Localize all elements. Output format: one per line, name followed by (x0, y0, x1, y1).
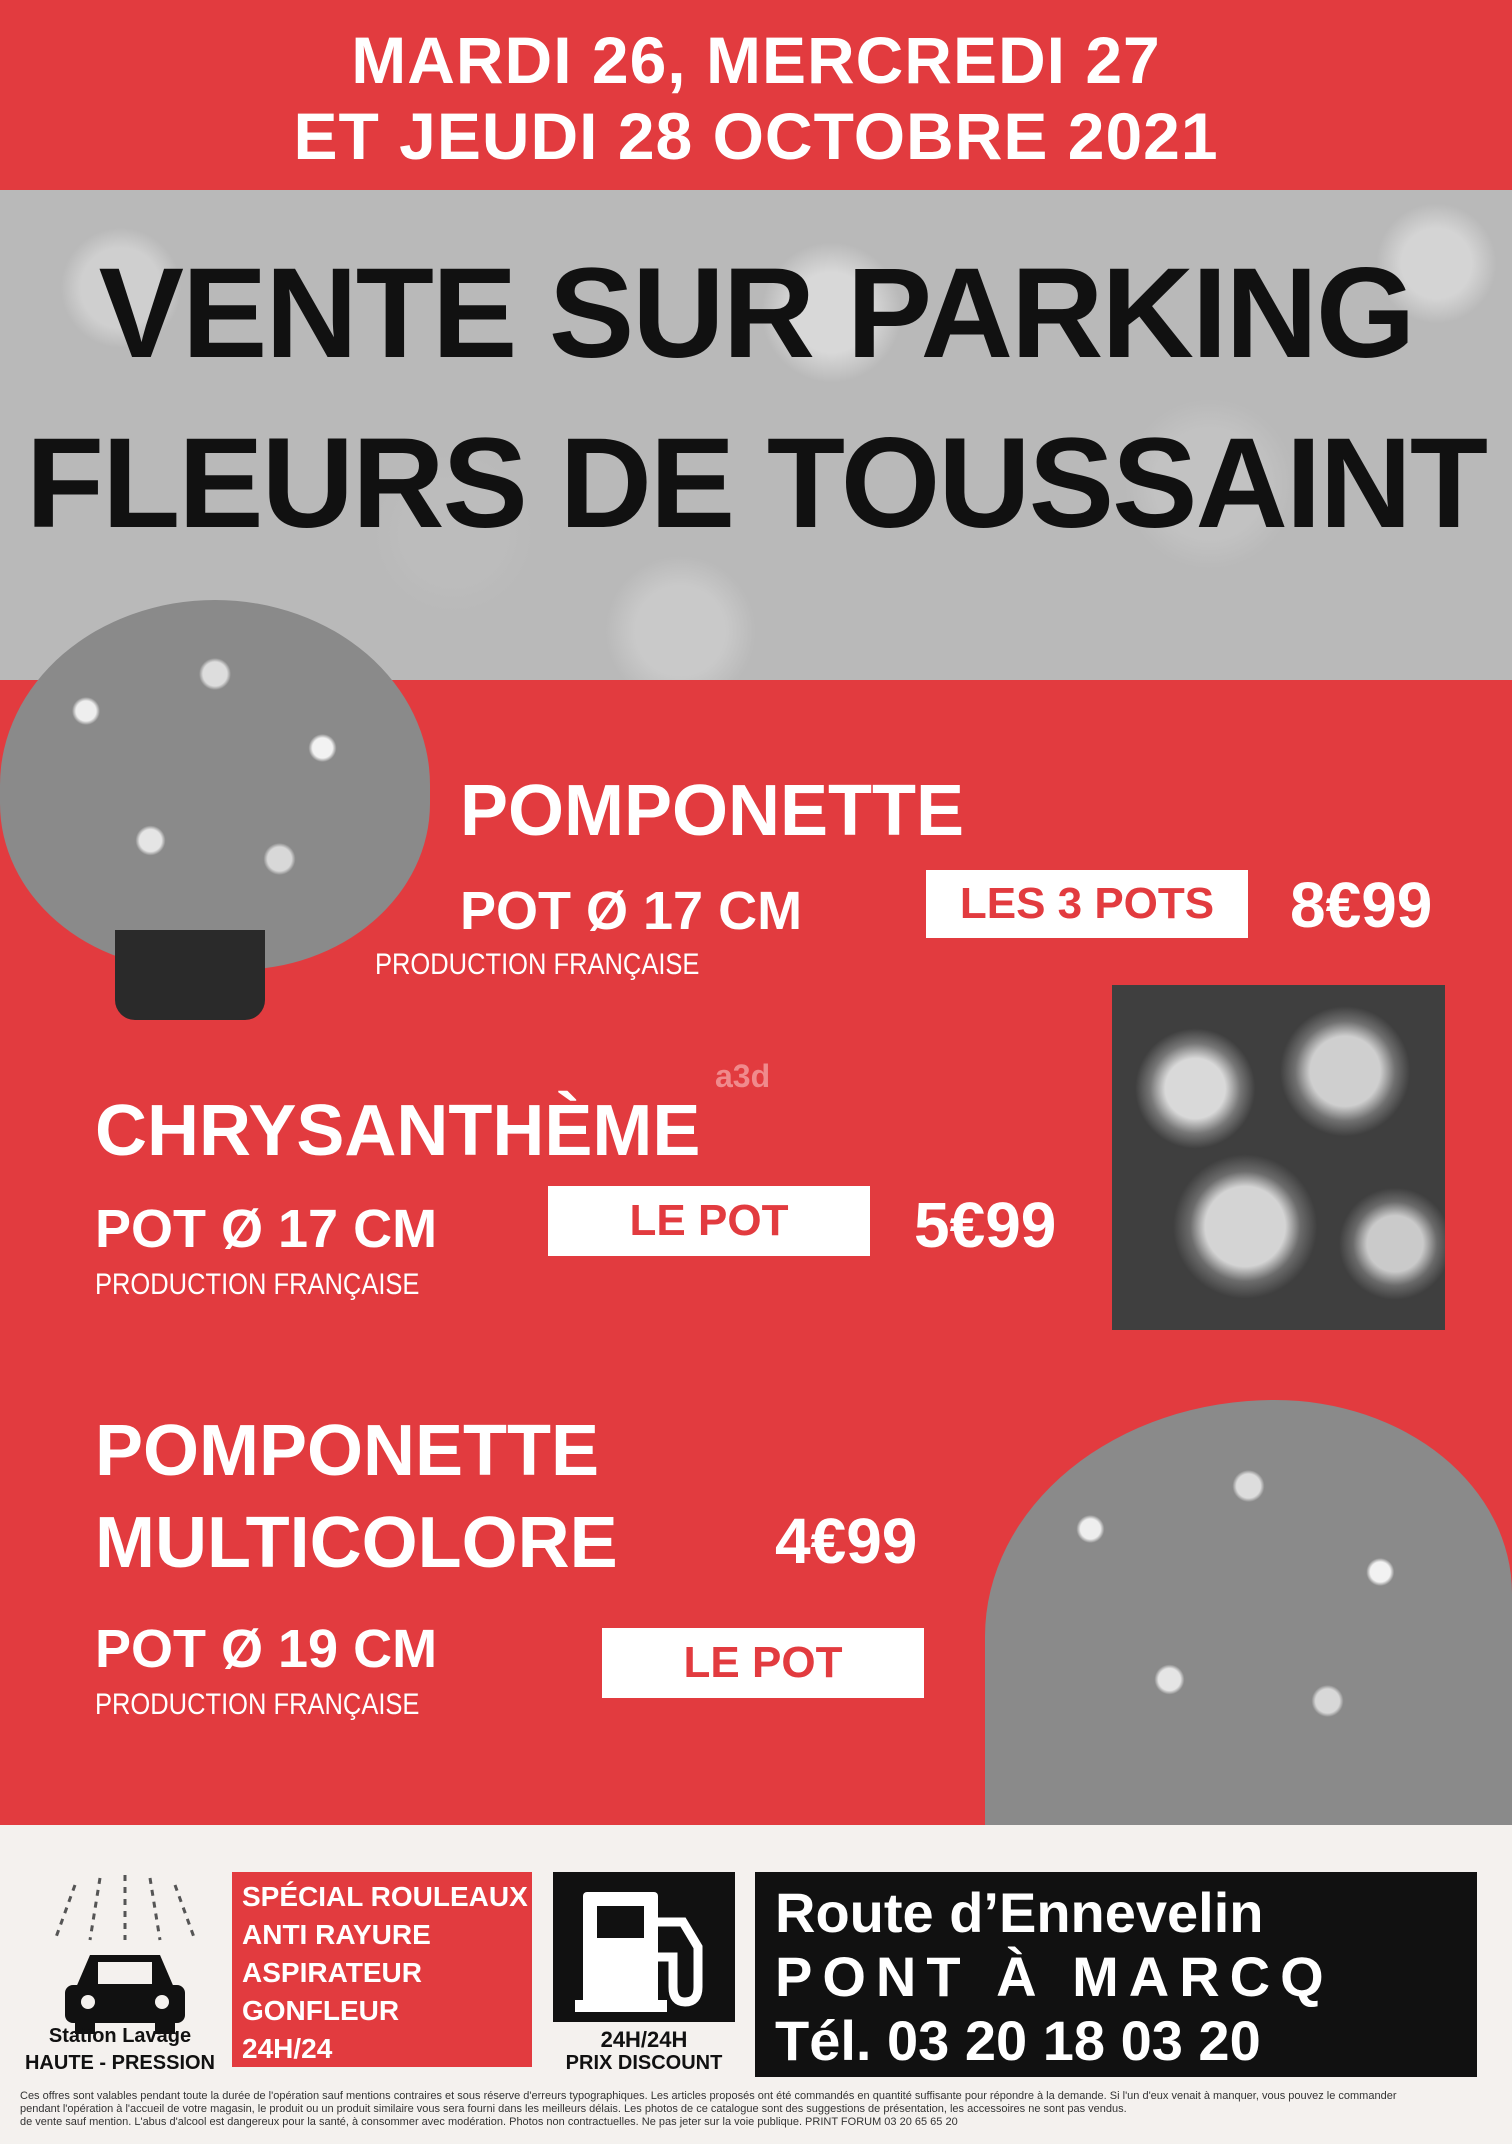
fine-print (20, 2090, 1492, 2129)
fuel-label-2: PRIX DISCOUNT (565, 2052, 723, 2074)
car-wash-label-1: Station Lavage (48, 2025, 192, 2047)
product-3-price: 4€99 (775, 1505, 918, 1577)
services-box (232, 1872, 532, 2067)
product-1-price: 8€99 (1290, 869, 1433, 941)
product-3-name-line-2: MULTICOLORE (95, 1503, 618, 1583)
fuel-pump-box (553, 1872, 735, 2022)
address-line-1: Route d’Ennevelin (775, 1881, 1264, 1944)
product-1-origin: PRODUCTION FRANÇAISE (375, 948, 700, 981)
hero-title-line-2: FLEURS DE TOUSSAINT (25, 412, 1487, 555)
product-2-unit-box: LE POT (548, 1186, 870, 1256)
product-3-origin: PRODUCTION FRANÇAISE (95, 1688, 420, 1721)
service-item: 24H/24 (242, 2033, 333, 2064)
product-2-origin: PRODUCTION FRANÇAISE (95, 1268, 420, 1301)
product-3-unit-box: LE POT (602, 1628, 924, 1698)
address-box (755, 1872, 1477, 2077)
product-2-name: CHRYSANTHÈME (95, 1091, 701, 1171)
fine-print-line-2: pendant l'opération à l'accueil de votre magasin, le produit ou un produit similaire vous sera fourni dans les meilleurs délais. Les photos de ce catalogue sont des suggestions de présentation, les accessoires ne sont pas vendus. (20, 2103, 1127, 2115)
date-banner (0, 0, 1512, 190)
pomponette-pot (115, 930, 265, 1020)
service-item: ANTI RAYURE (242, 1919, 431, 1950)
service-item: GONFLEUR (242, 1995, 400, 2026)
product-1-name: POMPONETTE (460, 771, 965, 851)
car-wash-label-2: HAUTE - PRESSION (24, 2052, 216, 2074)
phone-number: Tél. 03 20 18 03 20 (775, 2009, 1261, 2072)
product-1-pot-size: POT Ø 17 CM (460, 881, 803, 941)
service-item: SPÉCIAL ROULEAUX (242, 1881, 528, 1912)
product-3-name-line-1: POMPONETTE (95, 1411, 600, 1491)
fine-print-line-1: Ces offres sont valables pendant toute la durée de l'opération sauf mentions contraires et sous réserve d'erreurs typographiques. Les articles proposés ont été commandés en quantité suffisante pour répondre à la demande. Si l'un d'eux venait à manquer, vous pouvez le commander (20, 2090, 1397, 2102)
service-item: ASPIRATEUR (242, 1957, 422, 1988)
date-line-2: ET JEUDI 28 OCTOBRE 2021 (293, 99, 1219, 173)
address-line-2: PONT À MARCQ (775, 1945, 1334, 2008)
product-3-pot-size: POT Ø 19 CM (95, 1619, 438, 1679)
pomponette-photo (0, 600, 430, 970)
date-line-1: MARDI 26, MERCREDI 27 (351, 23, 1161, 97)
fine-print-line-3: de vente sauf mention. L'abus d'alcool est dangereux pour la santé, à consommer avec modération. Photos non contractuelles. Ne pas jeter sur la voie publique. PRINT FORUM 03 20 65 65 20 (20, 2116, 958, 2128)
watermark: a3d (715, 1058, 771, 1094)
product-1-unit-box: LES 3 POTS (926, 870, 1248, 938)
chrysantheme-photo (1112, 985, 1445, 1330)
hero-title-line-1: VENTE SUR PARKING (98, 242, 1414, 385)
product-2-pot-size: POT Ø 17 CM (95, 1199, 438, 1259)
fuel-label-1: 24H/24H (600, 2027, 688, 2052)
product-2-price: 5€99 (914, 1189, 1057, 1261)
car-wash-icon (30, 1870, 220, 2040)
